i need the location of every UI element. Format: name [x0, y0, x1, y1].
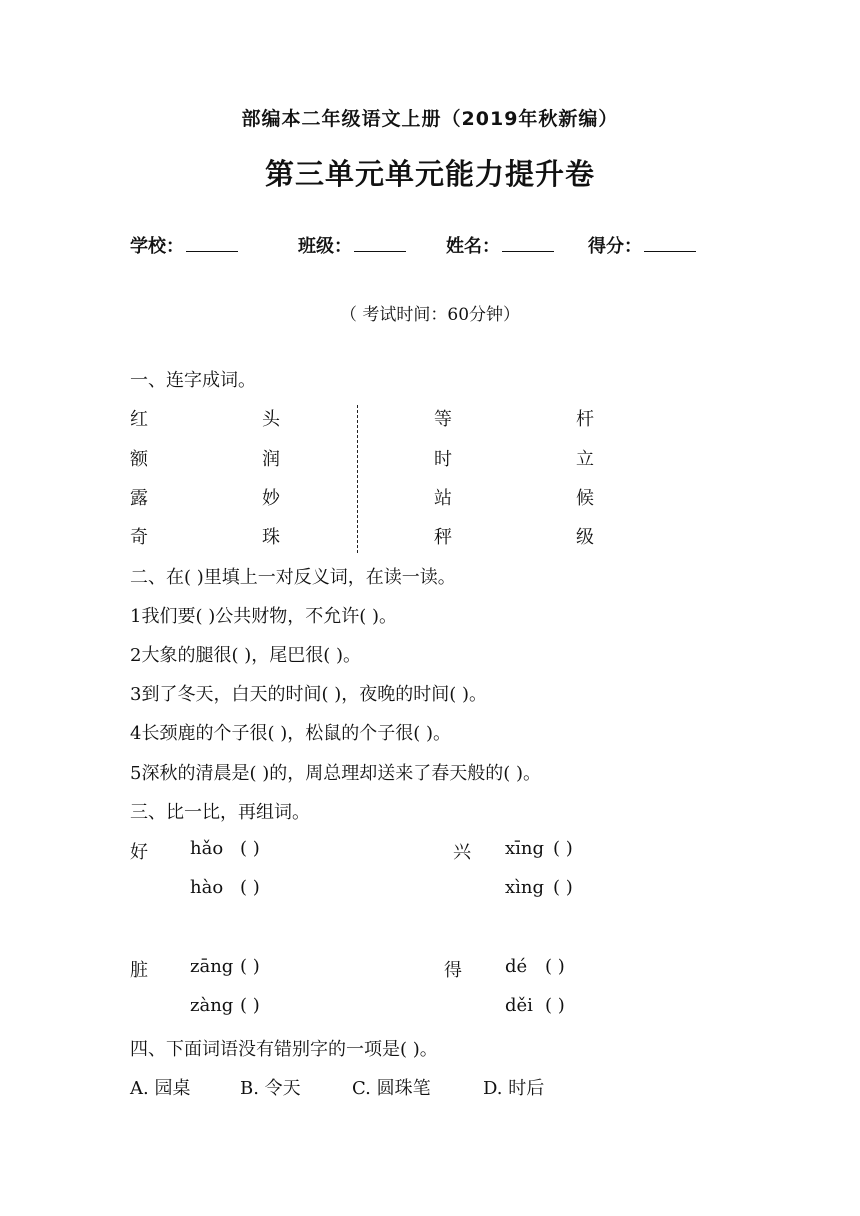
name-blank[interactable] — [502, 237, 554, 252]
q3-answer-paren: ( ) — [240, 956, 260, 977]
q2-item: 2大象的腿很( )，尾巴很( )。 — [130, 645, 361, 666]
q1-left-word-a: 红 — [130, 409, 148, 430]
q3-pinyin: dé — [505, 956, 528, 977]
q3-pinyin: xìng — [505, 877, 545, 898]
q3-answer-paren: ( ) — [553, 877, 573, 898]
school-blank[interactable] — [186, 237, 238, 252]
name-label: 姓名： — [446, 236, 500, 257]
score-label: 得分： — [588, 236, 642, 257]
q3-char: 兴 — [453, 842, 471, 863]
score-blank[interactable] — [644, 237, 696, 252]
q3-answer-paren: ( ) — [545, 995, 565, 1016]
q3-pinyin: zāng — [190, 956, 234, 977]
q4-option-c: C. 圆珠笔 — [352, 1078, 431, 1099]
school-field — [130, 232, 238, 258]
q1-left-word-a: 奇 — [130, 527, 148, 548]
q1-left-word-a: 额 — [130, 449, 148, 470]
q3-answer-paren: ( ) — [545, 956, 565, 977]
q3-pinyin: hào — [190, 877, 224, 898]
q4-option-b: B. 令天 — [240, 1078, 301, 1099]
q1-left-word-b: 头 — [262, 409, 280, 430]
class-field — [298, 232, 406, 258]
q1-right-word-b: 级 — [576, 527, 594, 548]
q1-right-word-a: 秤 — [434, 527, 452, 548]
class-label: 班级： — [298, 236, 352, 257]
q3-pinyin: zàng — [190, 995, 234, 1016]
q3-pinyin: děi — [505, 995, 533, 1016]
q4-option-d: D. 时后 — [483, 1078, 545, 1099]
q1-left-word-b: 珠 — [262, 527, 280, 548]
q3-answer-paren: ( ) — [240, 877, 260, 898]
exam-subtitle: 部编本二年级语文上册（2019年秋新编） — [241, 108, 619, 130]
q3-char: 好 — [130, 842, 148, 863]
name-field — [446, 232, 554, 258]
q2-heading: 二、在( )里填上一对反义词，在读一读。 — [130, 567, 456, 588]
q2-item: 4长颈鹿的个子很( )，松鼠的个子很( )。 — [130, 723, 451, 744]
q4-option-a: A. 园桌 — [130, 1078, 191, 1099]
q4-heading: 四、下面词语没有错别字的一项是( )。 — [130, 1039, 438, 1060]
q3-answer-paren: ( ) — [553, 838, 573, 859]
class-blank[interactable] — [354, 237, 406, 252]
q3-pinyin: xīng — [505, 838, 545, 859]
q1-heading: 一、连字成词。 — [130, 370, 256, 391]
q1-right-word-a: 等 — [434, 409, 452, 430]
q2-item: 1我们要( )公共财物，不允许( )。 — [130, 606, 397, 627]
exam-title: 第三单元单元能力提升卷 — [264, 157, 595, 191]
q3-char: 得 — [444, 960, 462, 981]
q1-right-word-b: 候 — [576, 488, 594, 509]
q3-answer-paren: ( ) — [240, 838, 260, 859]
q1-right-word-a: 时 — [434, 449, 452, 470]
q1-right-word-a: 站 — [434, 488, 452, 509]
exam-time-note: （ 考试时间：60分钟） — [339, 305, 521, 325]
score-field — [588, 232, 696, 258]
q1-right-word-b: 立 — [576, 449, 594, 470]
q1-dashed-divider — [357, 405, 358, 553]
q2-item: 3到了冬天，白天的时间( )，夜晚的时间( )。 — [130, 684, 487, 705]
school-label: 学校： — [130, 236, 184, 257]
q1-left-word-b: 妙 — [262, 488, 280, 509]
q3-answer-paren: ( ) — [240, 995, 260, 1016]
q3-heading: 三、比一比，再组词。 — [130, 802, 310, 823]
q1-right-word-b: 杆 — [576, 409, 594, 430]
q1-left-word-b: 润 — [262, 449, 280, 470]
q3-pinyin: hǎo — [190, 838, 224, 859]
q2-item: 5深秋的清晨是( )的，周总理却送来了春天般的( )。 — [130, 763, 541, 784]
q1-left-word-a: 露 — [130, 488, 148, 509]
q3-char: 脏 — [130, 960, 148, 981]
